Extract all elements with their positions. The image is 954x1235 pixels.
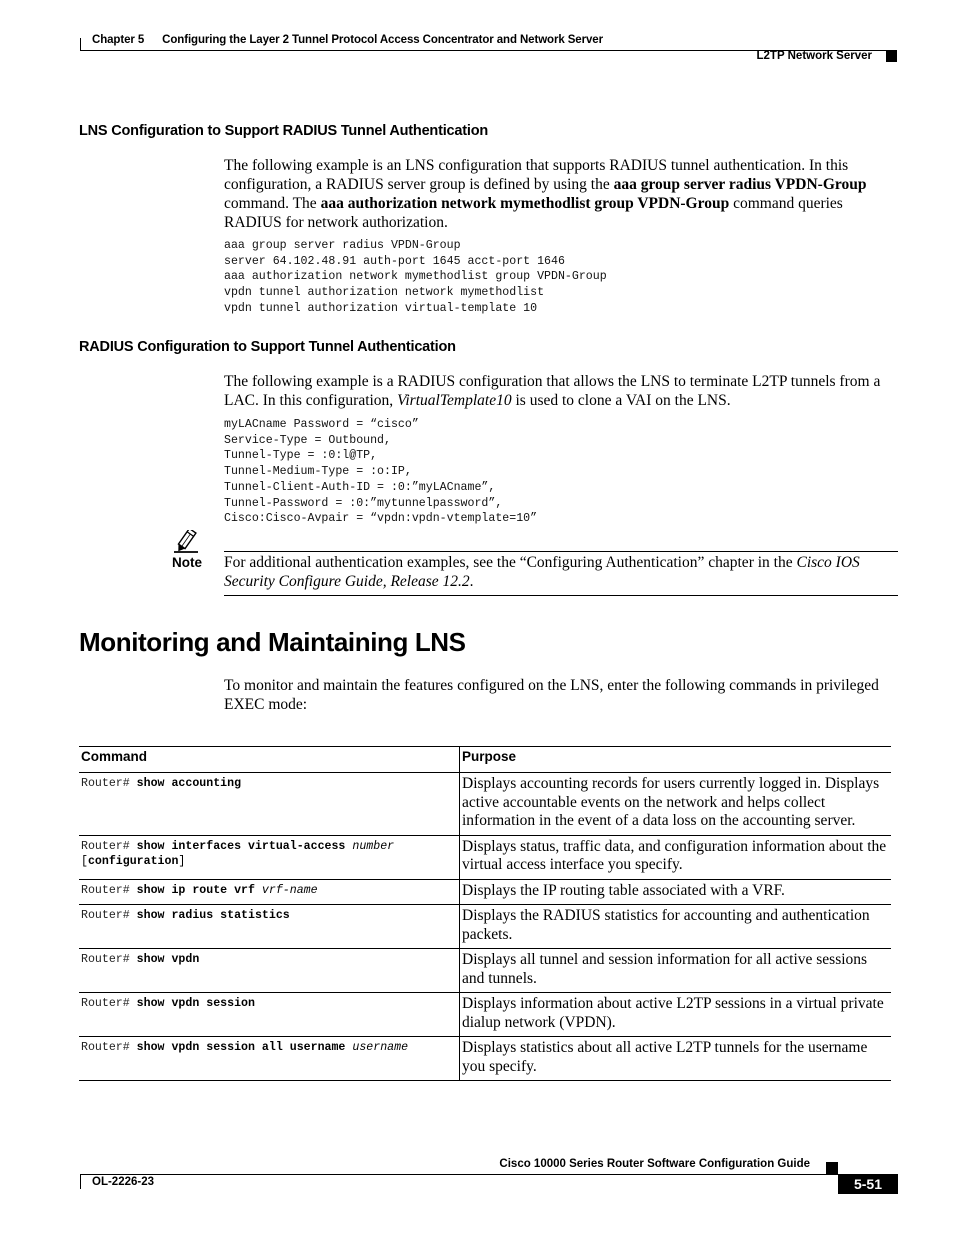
note-top-rule <box>224 551 898 552</box>
command-optional-keyword: configuration <box>87 855 179 868</box>
section-heading-lns-config: LNS Configuration to Support RADIUS Tunnel Authentication <box>79 123 489 139</box>
text-run: For additional authentication examples, see the “Configuring Authentication” chapter in the <box>224 554 797 571</box>
header-marker <box>886 51 897 62</box>
table-row <box>79 773 891 836</box>
text-run: is used to clone a VAI on the LNS. <box>511 392 731 409</box>
optional-bracket-open: [ <box>81 855 88 868</box>
chapter-title: Configuring the Layer 2 Tunnel Protocol Access Concentrator and Network Server <box>162 34 603 46</box>
command-prompt: Router# <box>81 953 137 966</box>
command-cell <box>79 1037 460 1081</box>
code-line: Tunnel-Medium-Type = :o:IP, <box>224 465 412 479</box>
paragraph-radius-config <box>224 372 899 410</box>
code-block-lns-config <box>224 238 607 317</box>
chapter-number: Chapter 5 <box>92 34 145 46</box>
footer-guide-title: Cisco 10000 Series Router Software Configuration Guide <box>499 1158 810 1170</box>
template-reference: VirtualTemplate10 <box>397 392 512 409</box>
command-prompt: Router# <box>81 883 137 897</box>
page-number-box <box>826 1162 898 1194</box>
command-keyword: show accounting <box>136 777 242 790</box>
purpose-cell: Displays information about active L2TP sessions in a virtual private dialup network (VPDN). <box>460 993 892 1037</box>
column-header-command: Command <box>79 747 460 773</box>
running-header-chapter <box>92 34 603 46</box>
note-text <box>224 553 898 591</box>
footer-rule <box>80 1174 897 1175</box>
command-prompt: Router# <box>81 839 137 853</box>
purpose-cell: Displays accounting records for users currently logged in. Displays active accountable events on the network and helps collect information in the event of a data loss on the accounting server. <box>460 773 892 836</box>
command-keyword: show radius statistics <box>136 909 290 922</box>
intro-paragraph: To monitor and maintain the features configured on the LNS, enter the following commands in privileged EXEC mode: <box>224 677 879 713</box>
command-cell <box>79 993 460 1037</box>
table-row <box>79 949 891 993</box>
code-line: vpdn tunnel authorization virtual-template 10 <box>224 301 538 315</box>
command-keyword: show vpdn <box>136 953 200 966</box>
code-line: vpdn tunnel authorization network mymethodlist <box>224 286 545 300</box>
command-keyword: show interfaces virtual-access <box>136 839 346 853</box>
command-argument: username <box>345 1041 409 1054</box>
command-cell <box>79 773 460 836</box>
book-title: Cisco IOS Security Configure Guide, Release 12.2 <box>224 554 860 590</box>
code-line: Cisco:Cisco-Avpair = “vpdn:vpdn-vtemplate=10” <box>224 512 538 526</box>
code-line: aaa authorization network mymethodlist group VPDN-Group <box>224 270 607 284</box>
table-row <box>79 1037 891 1081</box>
footer-vertical-rule <box>80 1175 81 1189</box>
code-line: Tunnel-Client-Auth-ID = :0:”myLACname”, <box>224 480 496 494</box>
section-heading-radius-config: RADIUS Configuration to Support Tunnel Authentication <box>79 339 456 355</box>
command-keyword: show ip route vrf <box>136 883 255 897</box>
text-run: The following example is an LNS configuration that supports RADIUS tunnel authentication. In this configuration, a RADIUS server group is defined by using the <box>224 157 849 193</box>
note-bottom-rule <box>224 595 898 596</box>
table-row <box>79 905 891 949</box>
command-table <box>79 746 891 1081</box>
command-keyword: show vpdn session <box>136 997 255 1010</box>
command-reference: aaa group server radius VPDN-Group <box>613 176 867 193</box>
optional-bracket-close: ] <box>178 855 186 868</box>
table-row <box>79 993 891 1037</box>
command-cell <box>79 949 460 993</box>
purpose-cell: Displays statistics about all active L2TP tunnels for the username you specify. <box>460 1037 892 1081</box>
table-row <box>79 879 891 905</box>
pencil-note-icon <box>172 530 200 554</box>
column-header-purpose: Purpose <box>460 747 892 773</box>
text-run: . <box>469 573 474 590</box>
page-number: 5-51 <box>838 1174 898 1194</box>
command-reference: aaa authorization network mymethodlist group VPDN-Group <box>320 195 730 212</box>
page-number-tab <box>826 1162 838 1174</box>
command-cell <box>79 835 460 879</box>
running-header-section: L2TP Network Server <box>756 50 872 62</box>
paragraph-lns-config <box>224 156 899 232</box>
table-header-row <box>79 747 891 773</box>
purpose-cell: Displays the IP routing table associated with a VRF. <box>460 879 892 905</box>
code-line: myLACname Password = “cisco” <box>224 418 419 431</box>
purpose-cell: Displays all tunnel and session information for all active sessions and tunnels. <box>460 949 892 993</box>
purpose-cell: Displays the RADIUS statistics for accounting and authentication packets. <box>460 905 892 949</box>
code-line: server 64.102.48.91 auth-port 1645 acct-port 1646 <box>224 254 565 268</box>
command-prompt: Router# <box>81 777 137 790</box>
table-row <box>79 835 891 879</box>
code-line: Tunnel-Password = :0:”mytunnelpassword”, <box>224 496 503 510</box>
code-line: Service-Type = Outbound, <box>224 433 391 447</box>
text-run: command queries RADIUS for network authorization. <box>224 195 843 231</box>
code-line: aaa group server radius VPDN-Group <box>224 239 461 252</box>
command-argument: number <box>345 839 395 853</box>
command-keyword: show vpdn session all username <box>136 1041 346 1054</box>
command-cell <box>79 905 460 949</box>
command-cell <box>79 879 460 905</box>
command-prompt: Router# <box>81 909 137 922</box>
note-label: Note <box>172 555 202 570</box>
code-line: Tunnel-Type = :0:l@TP, <box>224 449 378 463</box>
command-prompt: Router# <box>81 997 137 1010</box>
footer-doc-id: OL-2226-23 <box>92 1176 155 1188</box>
text-run: The following example is a RADIUS configuration that allows the LNS to terminate L2TP tunnels from a LAC. In this configuration, <box>224 373 881 409</box>
command-prompt: Router# <box>81 1041 137 1054</box>
command-argument: vrf-name <box>254 883 318 897</box>
text-run: command. The <box>224 195 321 212</box>
page-title: Monitoring and Maintaining LNS <box>79 627 466 657</box>
code-block-radius-config <box>224 417 537 527</box>
purpose-cell: Displays status, traffic data, and configuration information about the virtual access interface you specify. <box>460 835 892 879</box>
